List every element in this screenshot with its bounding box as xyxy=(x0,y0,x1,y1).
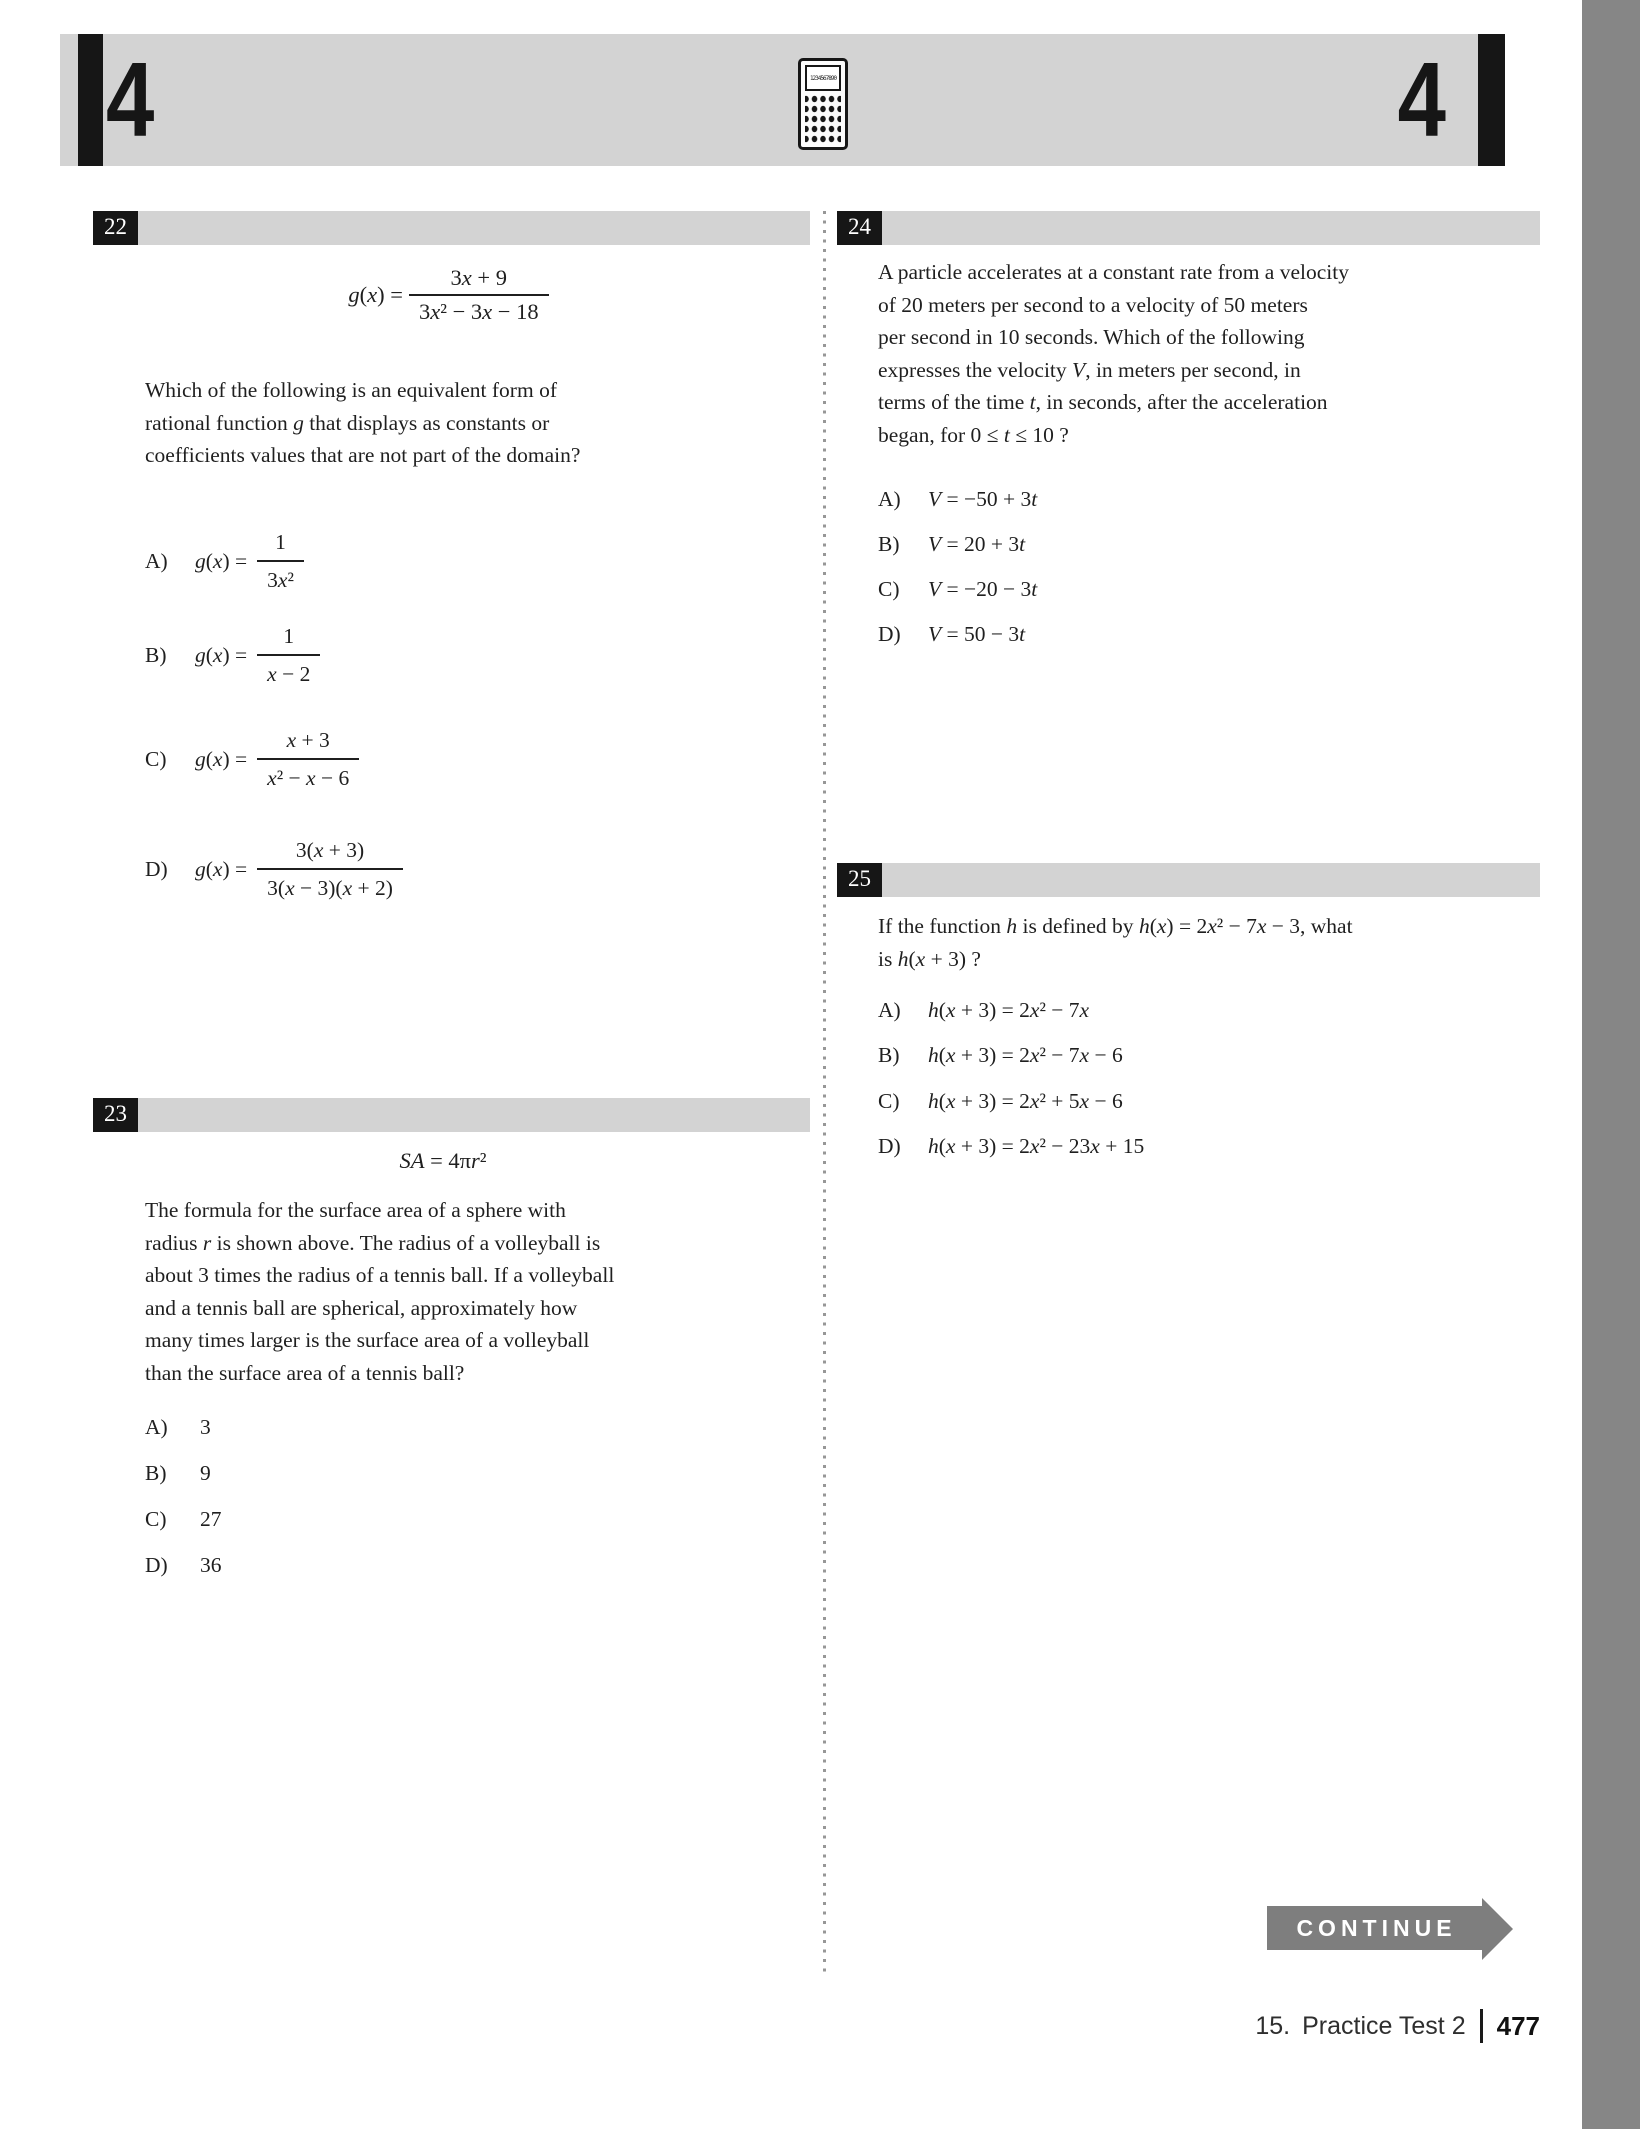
fraction xyxy=(257,834,403,904)
section-header-band xyxy=(60,34,1505,166)
question-22-number-badge: 22 xyxy=(93,211,138,245)
option-letter: B) xyxy=(145,643,167,667)
fraction-numerator: x + 3 xyxy=(257,724,359,760)
question-22-option-c xyxy=(145,722,365,796)
footer xyxy=(1255,2006,1540,2046)
option-math-lhs: g(x) = xyxy=(195,857,248,881)
formula-lhs: g(x) = xyxy=(348,282,403,307)
question-22-banner xyxy=(93,211,810,245)
question-25-option-d xyxy=(878,1131,1144,1161)
option-letter: B) xyxy=(878,1043,900,1067)
question-24-number-badge: 24 xyxy=(837,211,882,245)
question-23-number-badge: 23 xyxy=(93,1098,138,1132)
calculator-icon xyxy=(798,58,848,150)
question-24-option-d xyxy=(878,619,1025,649)
option-value: h(x + 3) = 2x² − 7x − 6 xyxy=(928,1043,1123,1067)
option-value: 3 xyxy=(200,1415,211,1439)
calculator-screen: 1234567890 xyxy=(805,65,841,91)
option-letter: A) xyxy=(145,549,168,573)
fraction-denominator: x² − x − 6 xyxy=(267,766,350,790)
option-value: V = 50 − 3t xyxy=(928,622,1026,646)
option-value: h(x + 3) = 2x² − 7x xyxy=(928,998,1090,1022)
option-letter: C) xyxy=(878,1089,900,1113)
question-23-formula: SA = 4πr² xyxy=(399,1148,487,1173)
question-23-option-c xyxy=(145,1504,222,1534)
option-letter: A) xyxy=(878,487,901,511)
fraction-denominator: 3x² − 3x − 18 xyxy=(418,299,539,324)
fraction-numerator: 1 xyxy=(257,620,320,656)
question-23-option-b xyxy=(145,1458,211,1488)
question-22-option-d xyxy=(145,832,409,906)
question-22-formula xyxy=(93,264,810,326)
column-divider xyxy=(823,211,826,1972)
question-23-banner xyxy=(93,1098,810,1132)
question-25-option-a xyxy=(878,995,1089,1025)
page-edge-strip xyxy=(1582,0,1640,2129)
fraction xyxy=(257,620,320,690)
continue-button[interactable] xyxy=(1267,1898,1513,1960)
fraction xyxy=(257,724,359,794)
fraction-numerator: 3(x + 3) xyxy=(257,834,403,870)
question-22-option-b xyxy=(145,618,326,692)
option-math-lhs: g(x) = xyxy=(195,643,248,667)
question-25-option-c xyxy=(878,1086,1123,1116)
question-24-option-c xyxy=(878,574,1037,604)
question-23-text: The formula for the surface area of a sphere with radius r is shown above. The radius of a volleyball is about 3 times the radius of a tennis ball. If a volleyball and a tennis ball are spherical, approximately how many times larger is the surface area of a volleyball than the surface area of a tennis ball? xyxy=(145,1198,615,1385)
option-value: 36 xyxy=(200,1553,222,1577)
option-letter: C) xyxy=(145,1507,167,1531)
continue-label: CONTINUE xyxy=(1267,1906,1482,1950)
option-letter: C) xyxy=(878,577,900,601)
question-24-option-a xyxy=(878,484,1037,514)
fraction-numerator: 3x + 9 xyxy=(409,264,549,296)
header-black-bar-right xyxy=(1478,34,1505,166)
footer-page-number: 477 xyxy=(1496,2010,1540,2041)
option-math-lhs: g(x) = xyxy=(195,549,248,573)
footer-chapter-title: Practice Test 2 xyxy=(1302,2011,1466,2040)
question-25-banner xyxy=(837,863,1540,897)
footer-chapter-number: 15. xyxy=(1255,2011,1291,2040)
question-23-option-d xyxy=(145,1550,222,1580)
fraction xyxy=(409,264,549,326)
question-25-text: If the function h is defined by h(x) = 2x² − 7x − 3, what is h(x + 3) ? xyxy=(878,914,1353,971)
calculator-keypad xyxy=(805,94,841,144)
question-24-option-b xyxy=(878,529,1025,559)
option-letter: D) xyxy=(145,857,168,881)
option-value: 9 xyxy=(200,1461,211,1485)
option-value: V = −50 + 3t xyxy=(928,487,1038,511)
option-value: V = 20 + 3t xyxy=(928,532,1026,556)
option-value: h(x + 3) = 2x² − 23x + 15 xyxy=(928,1134,1145,1158)
question-24-text: A particle accelerates at a constant rate from a velocity of 20 meters per second to a velocity of 50 meters per second in 10 seconds. Which of the following expresses the velocity V, in meters per second, in terms of the time t, in seconds, after the acceleration began, for 0 ≤ t ≤ 10 ? xyxy=(878,260,1349,447)
fraction xyxy=(257,526,304,596)
question-22-text: Which of the following is an equivalent form of rational function g that displays as constants or coefficients values that are not part of the domain? xyxy=(145,378,581,467)
question-22-option-a xyxy=(145,524,310,598)
header-black-bar-left xyxy=(78,34,103,166)
option-letter: B) xyxy=(145,1461,167,1485)
section-number-left: 4 xyxy=(106,40,155,159)
option-letter: C) xyxy=(145,747,167,771)
fraction-denominator: 3x² xyxy=(267,568,294,592)
option-letter: A) xyxy=(878,998,901,1022)
fraction-denominator: 3(x − 3)(x + 2) xyxy=(267,876,393,900)
option-letter: A) xyxy=(145,1415,168,1439)
option-letter: D) xyxy=(878,622,901,646)
question-23-option-a xyxy=(145,1412,211,1442)
option-value: 27 xyxy=(200,1507,222,1531)
question-24-banner xyxy=(837,211,1540,245)
question-25-option-b xyxy=(878,1040,1123,1070)
option-math-lhs: g(x) = xyxy=(195,747,248,771)
option-letter: B) xyxy=(878,532,900,556)
option-value: h(x + 3) = 2x² + 5x − 6 xyxy=(928,1089,1123,1113)
fraction-denominator: x − 2 xyxy=(267,662,311,686)
section-number-right: 4 xyxy=(1397,40,1446,159)
footer-divider xyxy=(1480,2009,1483,2043)
continue-arrow-icon xyxy=(1482,1898,1513,1960)
option-letter: D) xyxy=(878,1134,901,1158)
question-25-number-badge: 25 xyxy=(837,863,882,897)
option-value: V = −20 − 3t xyxy=(928,577,1038,601)
option-letter: D) xyxy=(145,1553,168,1577)
fraction-numerator: 1 xyxy=(257,526,304,562)
